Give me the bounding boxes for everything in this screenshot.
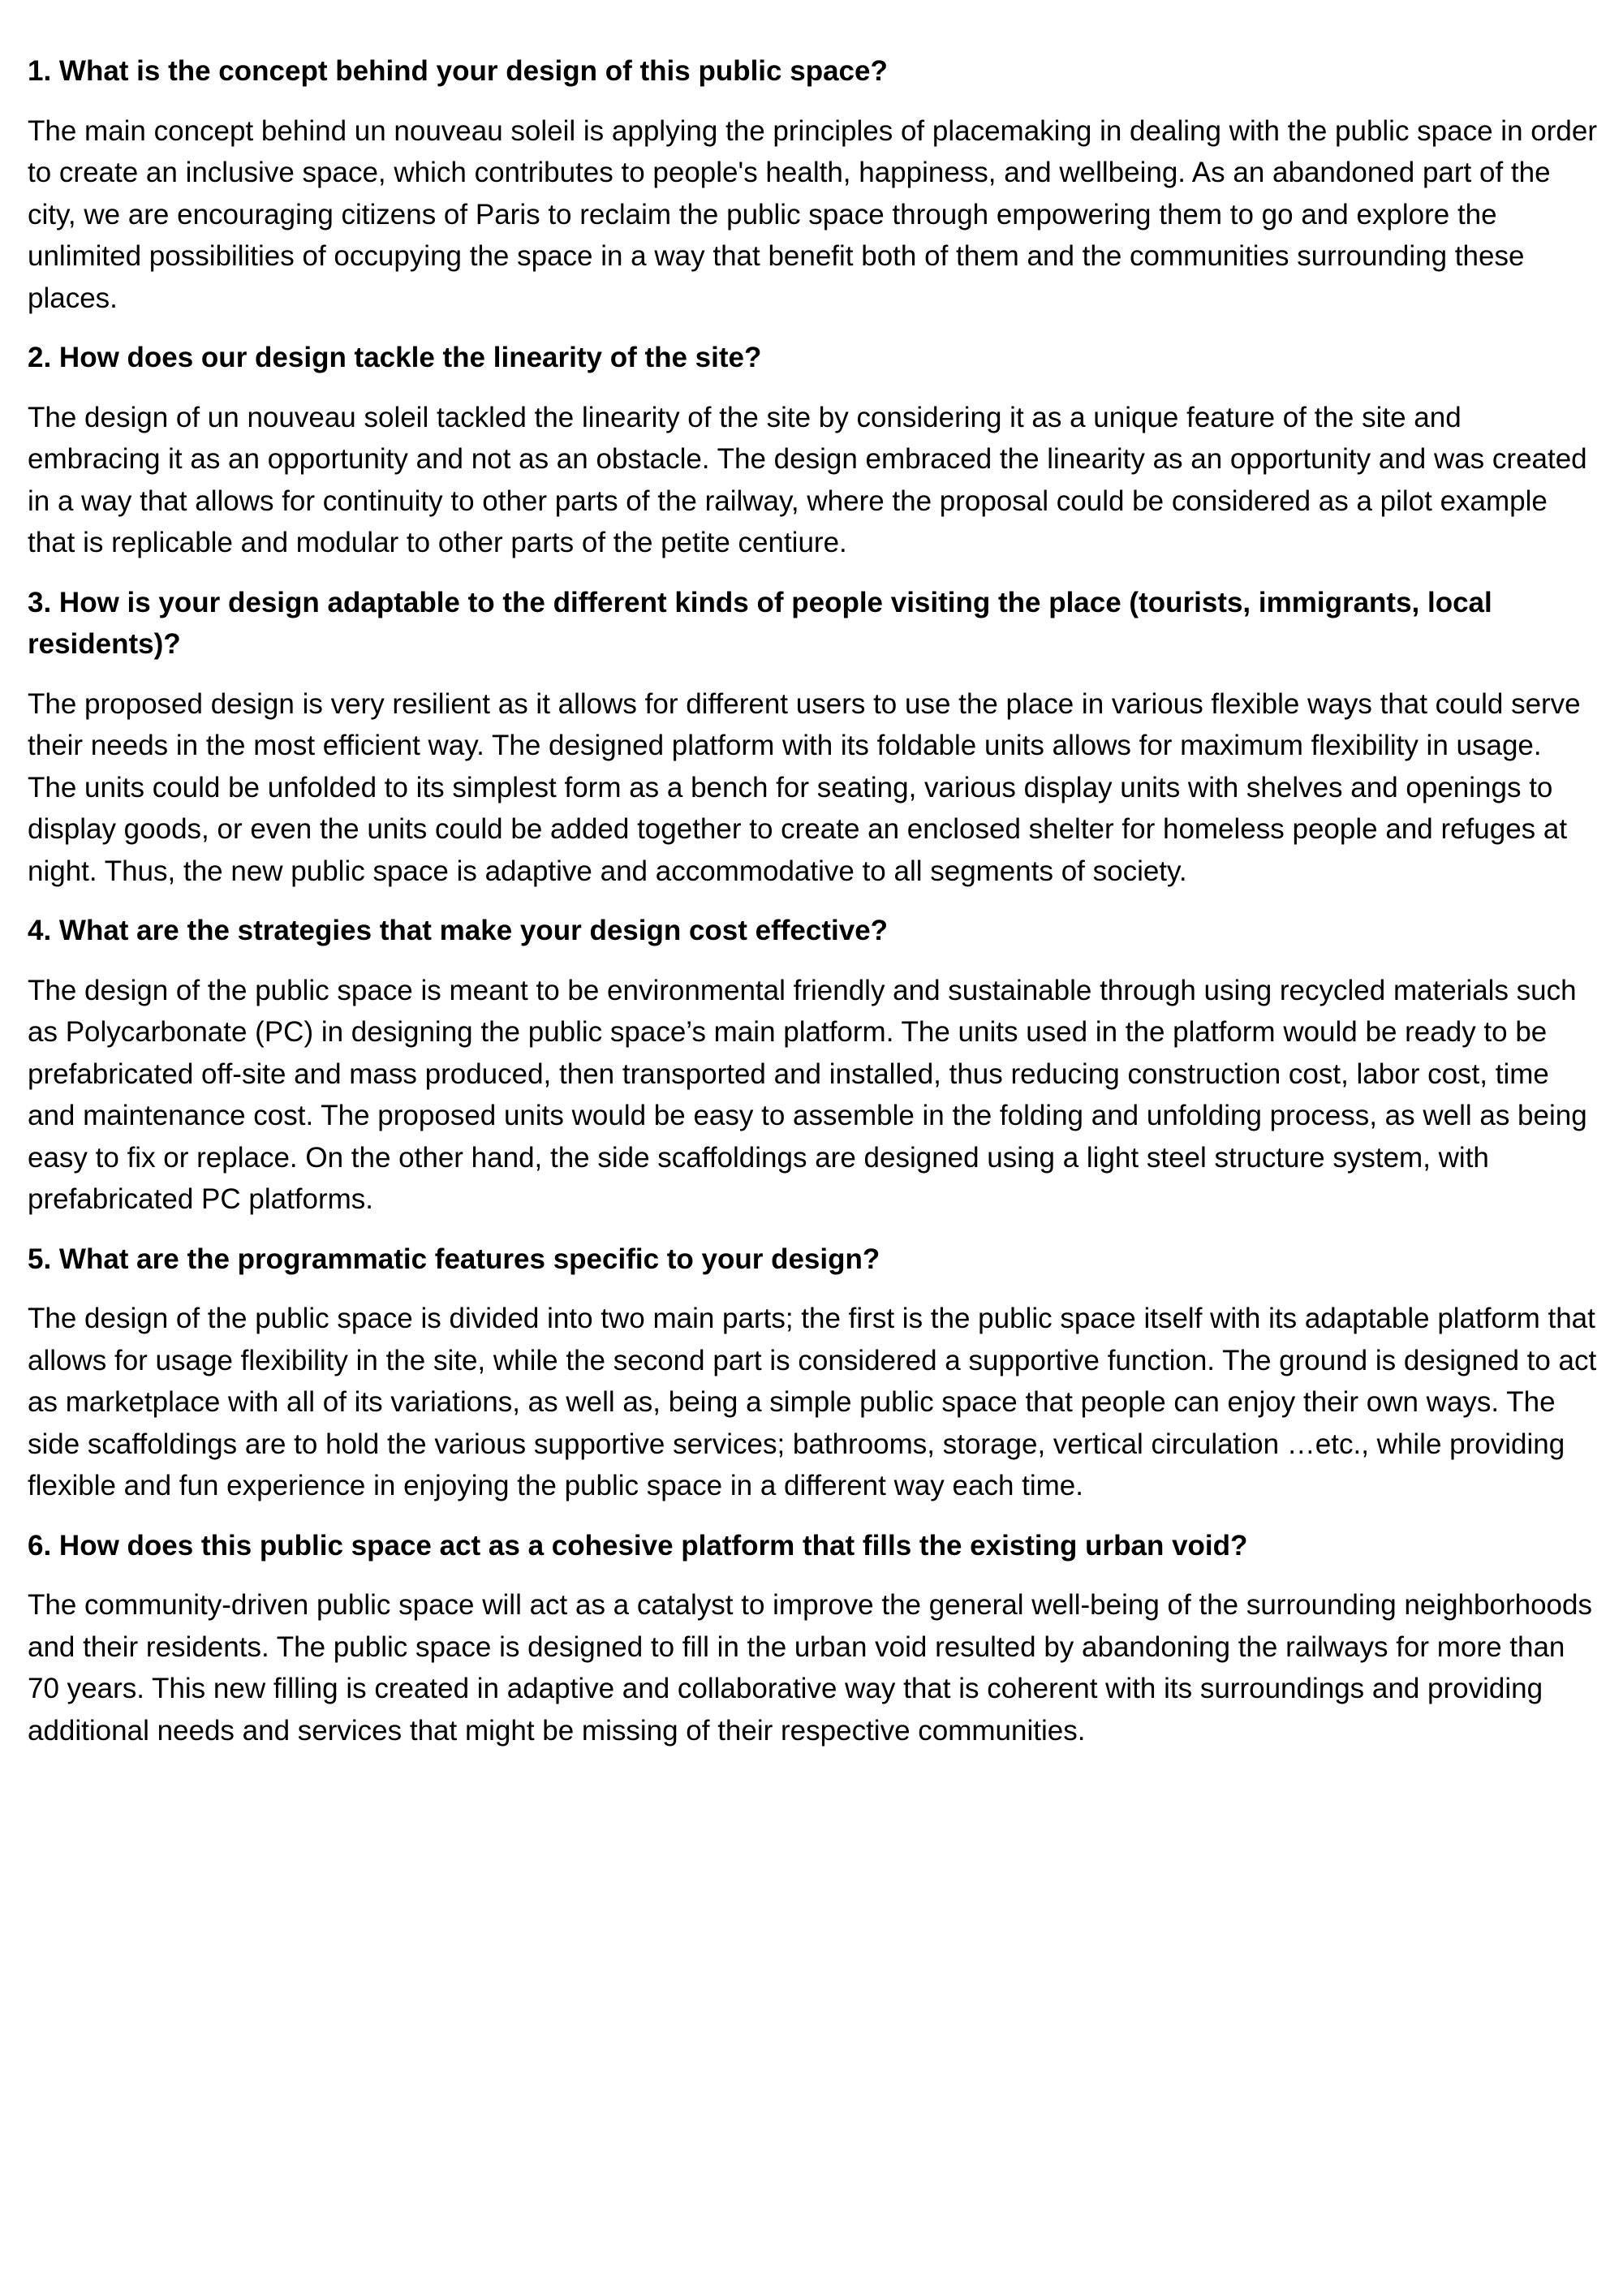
answer-paragraph: The community-driven public space will act as a catalyst to improve the general well-being of the surrounding neighborhoods and their residents. The public space is designed to fill in the urban void resulted by abandoning the railways for more than 70 years. This new filling is created in adaptive and collaborative way that is coherent with its surroundings and providing additional needs and services that might be missing of their respective communities. (28, 1589, 1592, 1747)
answer-paragraph: The design of the public space is divided into two main parts; the first is the public space itself with its adaptable platform that allows for usage flexibility in the site, while the second part is considered a supportive function. The ground is designed to act as marketplace with all of its variations, as well as, being a simple public space that people can enjoy their own ways. The side scaffoldings are to hold the various supportive services; bathrooms, storage, vertical circulation …etc., while providing flexible and fun experience in enjoying the public space in a different way each time. (28, 1303, 1597, 1501)
qa-section-4 (28, 910, 1597, 1221)
document-page (28, 50, 1597, 1769)
qa-section-5 (28, 1238, 1597, 1507)
qa-section-1 (28, 50, 1597, 319)
answer-paragraph: The proposed design is very resilient as it allows for different users to use the place in various flexible ways that could serve their needs in the most efficient way. The designed platform with its foldable units allows for maximum flexibility in usage. The units could be unfolded to its simplest form as a bench for seating, various display units with shelves and openings to display goods, or even the units could be added together to create an enclosed shelter for homeless people and refuges at night. Thus, the new public space is adaptive and accommodative to all segments of society. (28, 687, 1581, 887)
question-heading: 1. What is the concept behind your design of this public space? (28, 55, 888, 87)
question-heading: 4. What are the strategies that make your design cost effective? (28, 915, 889, 946)
question-heading: 6. How does this public space act as a cohesive platform that fills the existing urban void? (28, 1529, 1248, 1562)
answer-paragraph: The main concept behind un nouveau soleil is applying the principles of placemaking in dealing with the public space in order to create an inclusive space, which contributes to people's health, happiness, and wellbeing. As an abandoned part of the city, we are encouraging citizens of Paris to reclaim the public space through empowering them to go and explore the unlimited possibilities of occupying the space in a way that benefit both of them and the communities surrounding these places. (28, 114, 1597, 314)
qa-section-3 (28, 582, 1597, 893)
answer-paragraph: The design of un nouveau soleil tackled the linearity of the site by considering it as a unique feature of the site and embracing it as an opportunity and not as an obstacle. The design embraced the linearity as an opportunity and was created in a way that allows for continuity to other parts of the railway, where the proposal could be considered as a pilot example that is replicable and modular to other parts of the petite centiure. (28, 401, 1587, 558)
question-heading: 3. How is your design adaptable to the different kinds of people visiting the place (tourists, immigrants, local residents)? (28, 586, 1492, 660)
question-heading: 2. How does our design tackle the linearity of the site? (28, 342, 762, 373)
qa-section-6 (28, 1525, 1597, 1752)
answer-paragraph: The design of the public space is meant to be environmental friendly and sustainable through using recycled materials such as Polycarbonate (PC) in designing the public space’s main platform. The units used in the platform would be ready to be prefabricated off-site and mass produced, then transported and installed, thus reducing construction cost, labor cost, time and maintenance cost. The proposed units would be easy to assemble in the folding and unfolding process, as well as being easy to fix or replace. On the other hand, the side scaffoldings are designed using a light steel structure system, with prefabricated PC platforms. (28, 974, 1587, 1215)
qa-section-2 (28, 337, 1597, 564)
question-heading: 5. What are the programmatic features specific to your design? (28, 1243, 880, 1275)
